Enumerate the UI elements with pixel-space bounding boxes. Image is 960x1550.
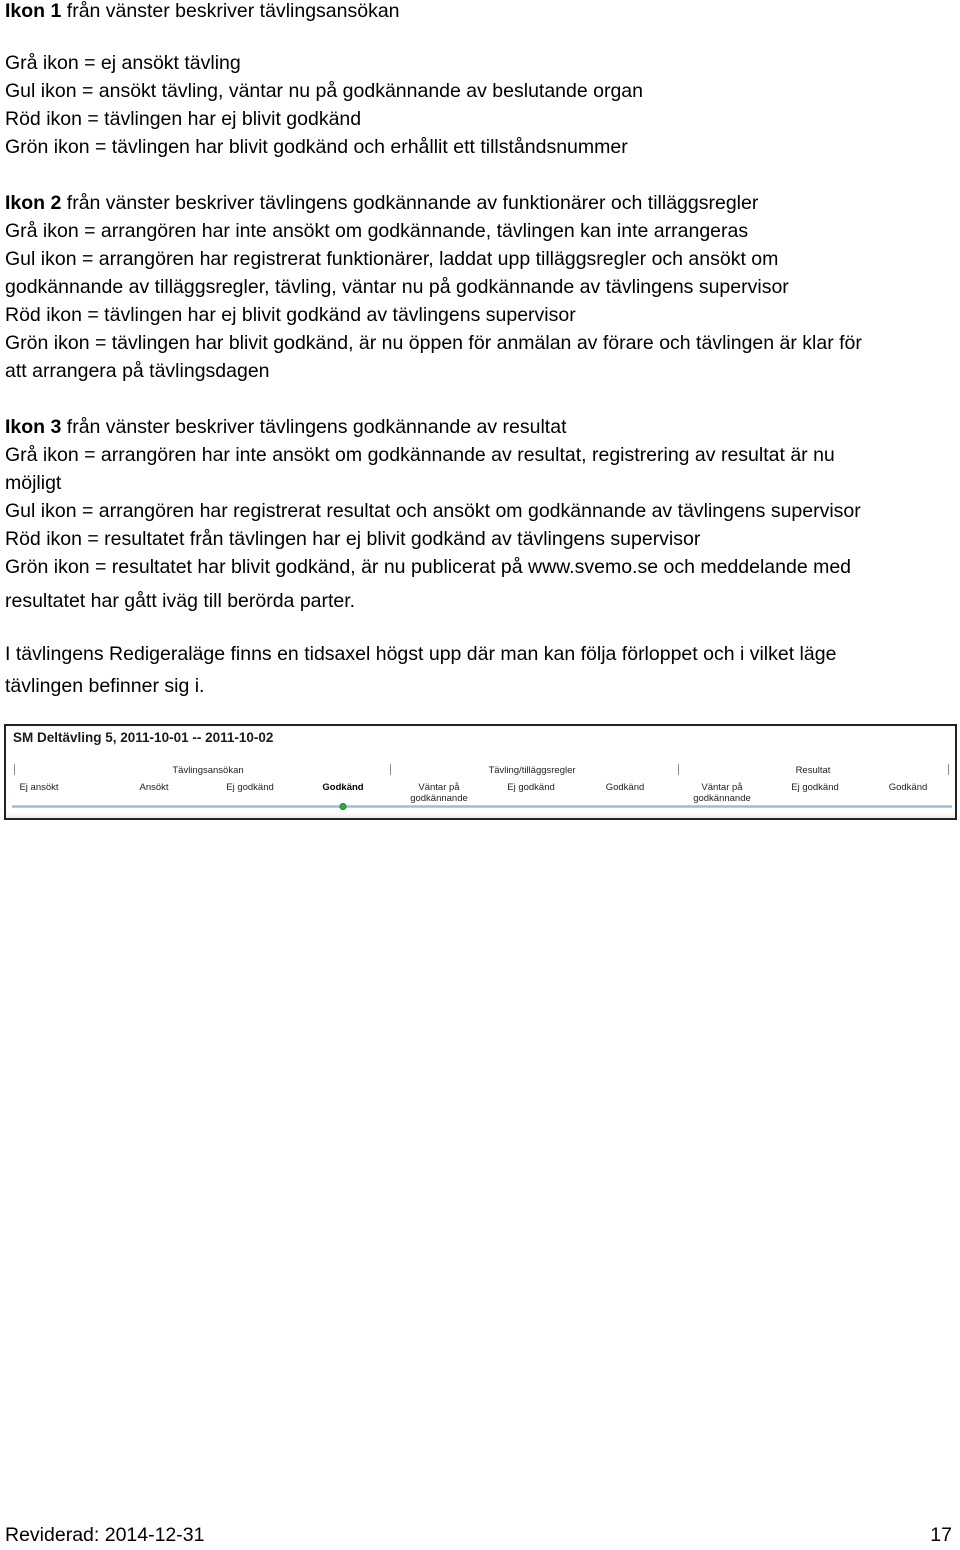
- section2-line: Grön ikon = tävlingen har blivit godkänd, är nu öppen för anmälan av förare och tävlingen är klar för: [5, 332, 862, 354]
- section3-heading-text: från vänster beskriver tävlingens godkännande av resultat: [61, 416, 567, 438]
- timeline-step-6[interactable]: Ej godkänd: [507, 782, 555, 793]
- timeline-step-1[interactable]: Ej ansökt: [19, 782, 59, 793]
- section3-line: Grön ikon = resultatet har blivit godkänd, är nu publicerat på www.svemo.se och meddelande med: [5, 556, 852, 578]
- timeline-step-8[interactable]: Väntar på godkännande: [693, 782, 751, 804]
- section3-line: Gul ikon = arrangören har registrerat resultat och ansökt om godkännande av tävlingens supervisor: [5, 500, 861, 522]
- section1-line: Grå ikon = ej ansökt tävling: [5, 52, 241, 74]
- section2-line: godkännande av tilläggsregler, tävling, väntar nu på godkännande av tävlingens supervisor: [5, 276, 789, 298]
- section2-line: Gul ikon = arrangören har registrerat funktionärer, laddat upp tilläggsregler och ansökt om: [5, 248, 779, 270]
- timeline-track: [6, 726, 955, 818]
- section2-line: Röd ikon = tävlingen har ej blivit godkänd av tävlingens supervisor: [5, 304, 576, 326]
- timeline-step-10[interactable]: Godkänd: [888, 782, 928, 793]
- section3-line: Grå ikon = arrangören har inte ansökt om godkännande av resultat, registrering av resultat är nu: [5, 444, 835, 466]
- timeline-step-4[interactable]: Godkänd: [322, 782, 364, 793]
- section2-line: Grå ikon = arrangören har inte ansökt om godkännande, tävlingen kan inte arrangeras: [5, 220, 749, 242]
- timeline-bottom-shade: [6, 812, 955, 818]
- section2-heading-text: från vänster beskriver tävlingens godkännande av funktionärer och tilläggsregler: [61, 192, 759, 214]
- timeline-title: SM Deltävling 5, 2011-10-01 -- 2011-10-02: [13, 730, 274, 745]
- timeline-group-label: Tävling/tilläggsregler: [488, 765, 576, 776]
- timeline-group-divider: [948, 764, 949, 775]
- timeline-step-5[interactable]: Väntar på godkännande: [410, 782, 468, 804]
- timeline-group-divider: [678, 764, 679, 775]
- timeline-step-9[interactable]: Ej godkänd: [791, 782, 839, 793]
- page-number: 17: [930, 1524, 952, 1546]
- section3-line: möjligt: [5, 472, 62, 494]
- timeline-bar: [12, 805, 952, 808]
- section1-line: Grön ikon = tävlingen har blivit godkänd och erhållit ett tillståndsnummer: [5, 136, 628, 158]
- timeline-group-divider: [390, 764, 391, 775]
- section3-line: resultatet har gått iväg till berörda parter.: [5, 590, 356, 612]
- intro-line: tävlingen befinner sig i.: [5, 675, 205, 697]
- section2-heading-bold: Ikon 2: [5, 192, 62, 214]
- section2-line: att arrangera på tävlingsdagen: [5, 360, 270, 382]
- section1-heading-bold: Ikon 1: [5, 0, 62, 22]
- timeline-group-divider: [14, 764, 15, 775]
- timeline-group-label: Tävlingsansökan: [172, 765, 244, 776]
- timeline-group-label: Resultat: [795, 765, 831, 776]
- section2-heading: [5, 189, 758, 217]
- section3-heading-bold: Ikon 3: [5, 416, 62, 438]
- timeline-step-2[interactable]: Ansökt: [139, 782, 169, 793]
- section1-line: Gul ikon = ansökt tävling, väntar nu på godkännande av beslutande organ: [5, 80, 643, 102]
- section1-heading: [5, 0, 400, 25]
- section3-line: Röd ikon = resultatet från tävlingen har ej blivit godkänd av tävlingens supervisor: [5, 528, 701, 550]
- timeline-current-marker: [340, 803, 347, 810]
- section1-line: Röd ikon = tävlingen har ej blivit godkänd: [5, 108, 362, 130]
- intro-line: I tävlingens Redigeraläge finns en tidsaxel högst upp där man kan följa förloppet och i vilket läge: [5, 643, 837, 665]
- timeline-step-7[interactable]: Godkänd: [605, 782, 645, 793]
- section3-heading: [5, 413, 566, 441]
- section1-heading-text: från vänster beskriver tävlingsansökan: [61, 0, 400, 22]
- timeline-panel: [4, 724, 957, 820]
- timeline-step-3[interactable]: Ej godkänd: [226, 782, 274, 793]
- footer-revised: Reviderad: 2014-12-31: [5, 1524, 205, 1546]
